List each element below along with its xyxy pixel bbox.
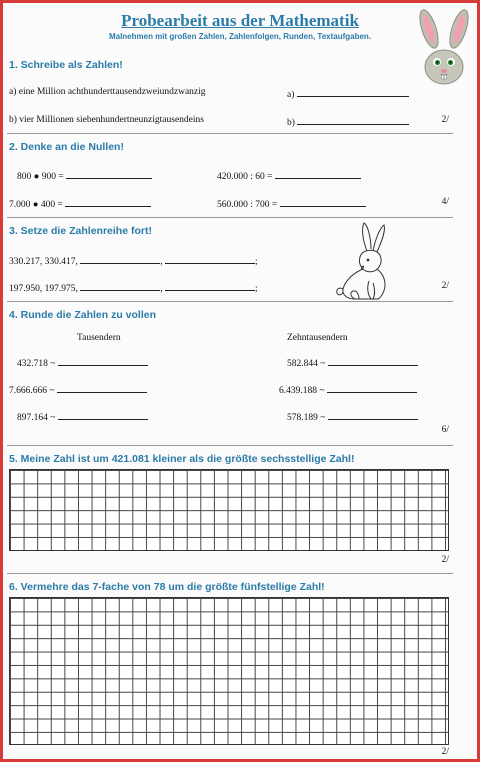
answer-line[interactable] (66, 169, 152, 179)
score-2: 4/ (441, 197, 449, 207)
round-task-l2 (9, 383, 147, 396)
score-4: 6/ (441, 425, 449, 435)
sequence-row-1 (9, 254, 258, 267)
divider (7, 217, 453, 218)
section-2-title: 2. Denke an die Nullen! (9, 141, 124, 153)
round-number: 6.439.188 ~ (279, 386, 325, 396)
score-5: 2/ (441, 555, 449, 565)
answer-line[interactable] (80, 281, 160, 291)
round-task-l1 (17, 356, 148, 369)
answer-line[interactable] (58, 410, 148, 420)
semicolon: ; (255, 257, 258, 267)
comma: , (160, 257, 163, 267)
bunny-head-icon (415, 7, 473, 89)
score-3: 2/ (441, 281, 449, 291)
page-title: Probearbeit aus der Mathematik (121, 11, 359, 30)
section-6-title: 6. Vermehre das 7-fache von 78 um die größte fünfstellige Zahl! (9, 581, 325, 593)
divider (7, 573, 453, 574)
round-number: 432.718 ~ (17, 359, 56, 369)
section-5-title: 5. Meine Zahl ist um 421.081 kleiner als die größte sechsstellige Zahl! (9, 453, 355, 465)
answer-line[interactable] (280, 197, 366, 207)
answer-1a-label: a) (287, 90, 295, 100)
task-2-4 (217, 197, 366, 210)
task-2-2-text: 420.000 : 60 = (217, 172, 273, 182)
round-task-r2 (279, 383, 417, 396)
answer-1b (287, 115, 409, 128)
answer-grid-6[interactable] (9, 597, 449, 745)
divider (7, 133, 453, 134)
answer-1a (287, 87, 409, 100)
task-2-1-text: 800 ● 900 = (17, 172, 64, 182)
task-1a-text: a) eine Million achthunderttausendzweiundzwanzig (9, 87, 206, 97)
comma: , (160, 284, 163, 294)
sequence-row-2 (9, 281, 258, 294)
answer-line[interactable] (58, 356, 148, 366)
answer-line[interactable] (297, 115, 409, 125)
sequence-1-start: 330.217, 330.417, (9, 257, 78, 267)
round-number: 7.666.666 ~ (9, 386, 55, 396)
task-1b-text: b) vier Millionen siebenhundertneunzigtausendeins (9, 115, 204, 125)
page-subtitle: Malnehmen mit großen Zahlen, Zahlenfolgen, Runden, Textaufgaben. (108, 32, 372, 41)
answer-line[interactable] (165, 254, 255, 264)
score-6: 2/ (441, 747, 449, 757)
divider (7, 301, 453, 302)
round-task-r3 (287, 410, 418, 423)
score-1: 2/ (441, 115, 449, 125)
answer-line[interactable] (65, 197, 151, 207)
answer-line[interactable] (80, 254, 160, 264)
answer-1b-label: b) (287, 118, 295, 128)
section-1-title: 1. Schreibe als Zahlen! (9, 59, 123, 71)
answer-line[interactable] (328, 410, 418, 420)
task-2-3-text: 7.000 ● 400 = (9, 200, 63, 210)
task-2-1 (17, 169, 152, 182)
round-number: 897.164 ~ (17, 413, 56, 423)
round-task-l3 (17, 410, 148, 423)
answer-grid-5[interactable] (9, 469, 449, 551)
answer-line[interactable] (297, 87, 409, 97)
answer-line[interactable] (165, 281, 255, 291)
bunny-sketch-icon (333, 221, 397, 305)
section-3-title: 3. Setze die Zahlenreihe fort! (9, 225, 152, 237)
task-2-3 (9, 197, 151, 210)
task-2-2 (217, 169, 361, 182)
answer-line[interactable] (327, 383, 417, 393)
answer-line[interactable] (328, 356, 418, 366)
task-2-4-text: 560.000 : 700 = (217, 200, 278, 210)
answer-line[interactable] (57, 383, 147, 393)
round-number: 578.189 ~ (287, 413, 326, 423)
divider (7, 445, 453, 446)
round-number: 582.844 ~ (287, 359, 326, 369)
answer-line[interactable] (275, 169, 361, 179)
section-4-title: 4. Runde die Zahlen zu vollen (9, 309, 157, 321)
round-task-r1 (287, 356, 418, 369)
sequence-2-start: 197.950, 197.975, (9, 284, 78, 294)
column-header-thousands: Tausendern (77, 333, 121, 343)
column-header-ten-thousands: Zehntausendern (287, 333, 348, 343)
semicolon: ; (255, 284, 258, 294)
